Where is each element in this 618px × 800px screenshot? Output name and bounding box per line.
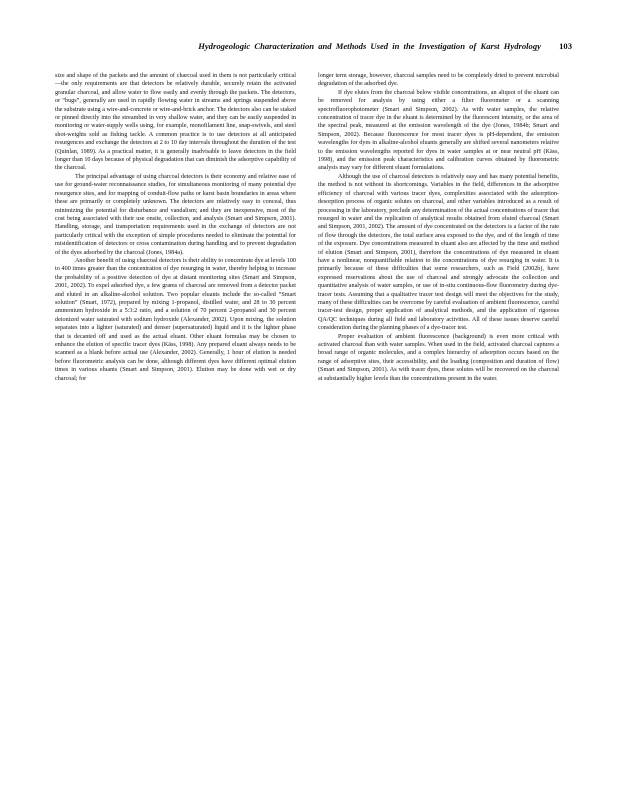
paragraph: If dye elutes from the charcoal below visible concentrations, an aliquot of the eluant can be removed for analysis by using either a filter fluorometer or a scanning spectrofluorophotometer (Smart and Simpson, 2002). As with water samples, the relative concentration of tracer dye in the eluant is determined by the fluorescent intensity, or the area of the spectral peak, measured at the emission wavelength of the dye (Jones, 1984b; Smart and Simpson, 2002). Because fluorescence for most tracer dyes is pH-dependent, the emission wavelengths for dyes in alkaline-alcohol eluants generally are shifted several nanometers relative to the emission wavelengths reported for dyes in water samples at or near neutral pH (Käss, 1998), and the emission peak characteristics and calibration curves obtained by fluorometric analysis may vary for different eluant formulations.: [318, 89, 559, 172]
running-title: Hydrogeologic Characterization and Methods Used in the Investigation of Karst Hydrology: [198, 41, 541, 51]
paragraph: Another benefit of using charcoal detectors is their ability to concentrate dye at levels 100 to 400 times greater than the concentration of dye resurging in water, thereby helping to increase the probability of a positive detection of dye at distant monitoring sites (Smart and Simpson, 2001, 2002). To expel adsorbed dye, a few grams of charcoal are removed from a detector packet and eluted in an alkaline-alcohol solution. Two popular eluants include the so-called “Smart solution” (Smart, 1972), prepared by mixing 1-propanol, distilled water, and 28 to 30 percent ammonium hydroxide in a 5:3:2 ratio, and a solution of 70 percent 2-propanol and 30 percent deionized water saturated with sodium hydroxide (Alexander, 2002). Upon mixing, the solution separates into a lighter (saturated) and denser (supersaturated) liquid and it is the lighter phase that is decanted off and used as the actual eluant. Other eluant formulas may be chosen to enhance the elution of specific tracer dyes (Käss, 1998). Any prepared eluant always needs to be scanned as a blank before actual use (Alexander, 2002). Generally, 1 hour of elution is needed before fluorometric analysis can be done, although different dyes have different optimal elution times in various eluants (Smart and Simpson, 2001). Elution may be done with wet or dry charcoal; for: [55, 257, 296, 382]
right-column: [318, 72, 559, 383]
page-number: 103: [559, 41, 572, 51]
left-column: [55, 72, 296, 383]
running-header: [60, 41, 572, 51]
paragraph: Proper evaluation of ambient fluorescence (background) is even more critical with activated charcoal than with water samples. When used in the field, activated charcoal captures a broad range of organic molecules, and a complex hierarchy of adsorption occurs based on the range of adsorptive sites, their accessibility, and the loading (composition and duration of flow) (Smart and Simpson, 2001). As with tracer dyes, these solutes will be recovered on the charcoal at substantially higher levels than the concentrations present in the water.: [318, 333, 559, 382]
paragraph: size and shape of the packets and the amount of charcoal used in them is not particularly critical—the only requirements are that detectors be relatively durable, securely retain the activated granular charcoal, and allow water to flow easily and evenly through the packets. The detectors, or “bugs”, generally are used in rapidly flowing water in streams and springs suspended above the substrate using a wire-and-concrete or wire-and-brick anchor. The detectors also can be staked or pinned directly into the streambed in very shallow water, and they can be easily suspended in monitoring or water-supply wells using, for example, monofilament line, snap-swivels, and steel shot-weights sold as fishing tackle. A common practice is to use detectors at all anticipated resurgences and exchange the detectors at 2 to 10 day intervals throughout the duration of the test (Quinlan, 1989). As a practical matter, it is generally inadvisable to leave detectors in the field longer than 10 days because of physical degradation that can diminish the adsorptive capability of the charcoal.: [55, 73, 296, 172]
paragraph: The principal advantage of using charcoal detectors is their economy and relative ease of use for ground-water reconnaissance studies, for simultaneous monitoring of many potential dye resurgence sites, and for mapping of conduit-flow paths or karst basin boundaries in areas where these are primarily or completely unknown. The detectors are relatively easy to conceal, thus minimizing the potential for disturbance and vandalism; and they are inexpensive, most of the cost being associated with their use onsite, collection, and analysis (Smart and Simpson, 2001). Handling, storage, and transportation requirements used in the exchange of detectors are not particularly critical with the exception of simple procedures needed to eliminate the potential for misidentification of detectors or cross contamination during handling and to prevent degradation of the dyes adsorbed by the charcoal (Jones, 1984a).: [55, 173, 296, 256]
paragraph: longer term storage, however, charcoal samples need to be completely dried to prevent microbial degradation of the adsorbed dye.: [318, 73, 559, 88]
paragraph: Although the use of charcoal detectors is relatively easy and has many potential benefits, the method is not without its shortcomings. Variables in the field, differences in the adsorptive efficiency of charcoal with various tracer dyes, complexities associated with the adsorption-desorption process of organic solutes on charcoal, and other variables introduced as a result of processing in the laboratory, preclude any determination of the actual concentrations of tracer that resurged in water and the replication of analytical results obtained from eluted charcoal (Smart and Simpson, 2001, 2002). The amount of dye concentrated on the detectors is a factor of the rate of flow through the detectors, the total surface area exposed to the dye, and of the length of time of the exposure. Dye concentrations measured in eluant also are affected by the time and method of elution (Smart and Simpson, 2001), therefore the concentrations of dye measured in eluant have a nonlinear, nonquantifiable relation to the concentrations of dye resurging in water. It is primarily because of these difficulties that some researchers, such as Field (2002b), have expressed reservations about the use of charcoal and strongly advocate the collection and quantitative analysis of water samples, or use of in-situ continuous-flow fluorometry during dye-tracer tests. Assuming that a qualitative tracer test design will meet the objectives for the study, many of these difficulties can be overcome by careful evaluation of ambient fluorescence, careful tracer-test design, proper application of analytical methods, and the application of rigorous QA/QC techniques during all field and laboratory activities. All of these issues deserve careful consideration during the planning phases of a dye-tracer test.: [318, 173, 559, 332]
